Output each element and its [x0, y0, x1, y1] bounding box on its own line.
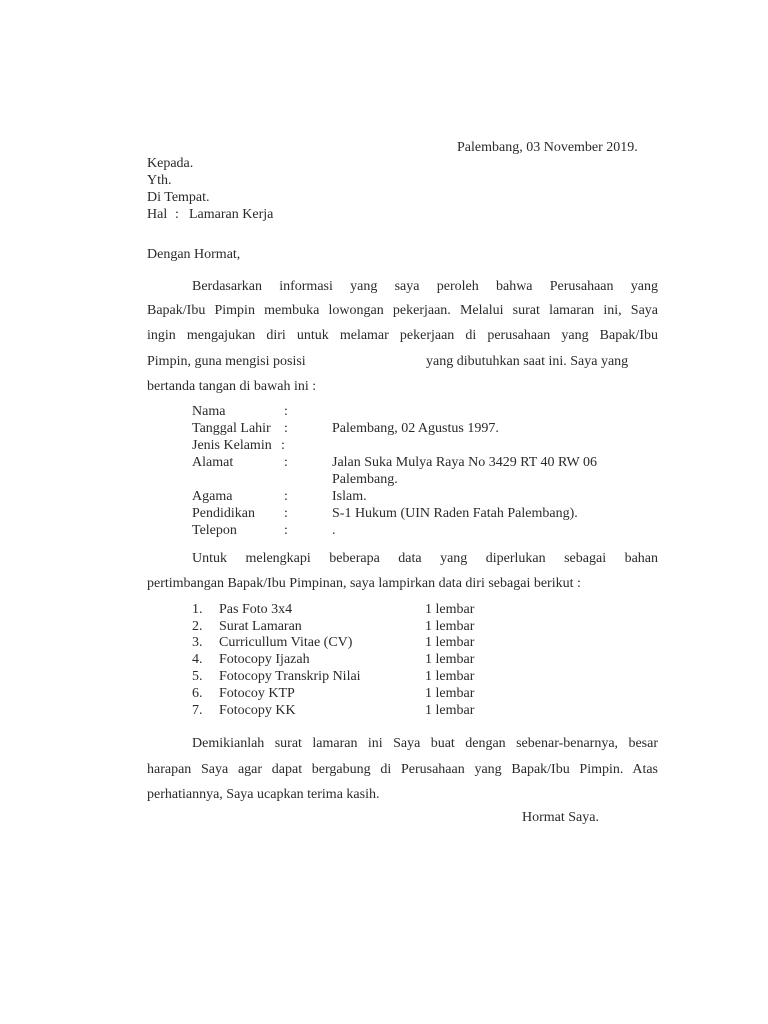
salutation: Dengan Hormat,	[147, 247, 241, 262]
attachment-item: Curricullum Vitae (CV)	[219, 635, 353, 650]
attachment-quantity: 1 lembar	[425, 703, 475, 718]
identity-label-gender: Jenis Kelamin	[192, 438, 272, 453]
recipient-line-1: Kepada.	[147, 156, 194, 171]
paragraph-3-line-3: perhatiannya, Saya ucapkan terima kasih.	[147, 787, 380, 802]
attachment-quantity: 1 lembar	[425, 686, 475, 701]
subject-label: Hal	[147, 207, 168, 222]
identity-label-phone: Telepon	[192, 523, 237, 538]
identity-colon: :	[284, 489, 288, 504]
paragraph-1-line-5: bertanda tangan di bawah ini :	[147, 379, 317, 394]
attachment-item: Pas Foto 3x4	[219, 602, 293, 617]
attachment-number: 2.	[192, 619, 203, 634]
identity-label-name: Nama	[192, 404, 226, 419]
identity-colon: :	[284, 455, 288, 470]
attachment-quantity: 1 lembar	[425, 652, 475, 667]
attachment-quantity: 1 lembar	[425, 602, 475, 617]
attachment-number: 3.	[192, 635, 203, 650]
identity-label-address: Alamat	[192, 455, 234, 470]
attachment-item: Fotocopy Ijazah	[219, 652, 310, 667]
identity-colon: :	[284, 421, 288, 436]
subject-colon: :	[175, 207, 179, 222]
identity-colon: :	[284, 404, 288, 419]
identity-colon: :	[281, 438, 285, 453]
paragraph-2-line-1: Untuk melengkapi beberapa data yang diperlukan sebagai bahan	[192, 551, 658, 566]
subject-value: Lamaran Kerja	[189, 207, 274, 222]
identity-value-birth: Palembang, 02 Agustus 1997.	[332, 421, 499, 436]
attachment-item: Fotocopy Transkrip Nilai	[219, 669, 361, 684]
identity-value-address-2: Palembang.	[332, 472, 398, 487]
identity-colon: :	[284, 523, 288, 538]
identity-value-education: S-1 Hukum (UIN Raden Fatah Palembang).	[332, 506, 578, 521]
attachment-quantity: 1 lembar	[425, 619, 475, 634]
attachment-number: 1.	[192, 602, 203, 617]
paragraph-1-line-2: Bapak/Ibu Pimpin membuka lowongan pekerjaan. Melalui surat lamaran ini, Saya	[147, 303, 658, 318]
recipient-line-2: Yth.	[147, 173, 172, 188]
identity-label-education: Pendidikan	[192, 506, 255, 521]
recipient-line-3: Di Tempat.	[147, 190, 210, 205]
closing: Hormat Saya.	[522, 810, 599, 825]
place-date: Palembang, 03 November 2019.	[457, 140, 638, 155]
paragraph-1-line-3: ingin mengajukan diri untuk melamar pekerjaan di perusahaan yang Bapak/Ibu	[147, 328, 658, 343]
attachment-quantity: 1 lembar	[425, 635, 475, 650]
paragraph-3-line-1: Demikianlah surat lamaran ini Saya buat dengan sebenar-benarnya, besar	[192, 736, 658, 751]
attachment-item: Surat Lamaran	[219, 619, 302, 634]
attachment-item: Fotocoy KTP	[219, 686, 295, 701]
identity-label-religion: Agama	[192, 489, 233, 504]
paragraph-1-line-4b: yang dibutuhkan saat ini. Saya yang	[426, 354, 629, 369]
attachment-number: 6.	[192, 686, 203, 701]
identity-value-address: Jalan Suka Mulya Raya No 3429 RT 40 RW 06	[332, 455, 598, 470]
identity-label-birth: Tanggal Lahir	[192, 421, 271, 436]
attachment-quantity: 1 lembar	[425, 669, 475, 684]
paragraph-3-line-2: harapan Saya agar dapat bergabung di Perusahaan yang Bapak/Ibu Pimpin. Atas	[147, 762, 658, 777]
attachment-number: 4.	[192, 652, 203, 667]
identity-value-phone: .	[332, 523, 336, 538]
paragraph-1-line-1: Berdasarkan informasi yang saya peroleh bahwa Perusahaan yang	[192, 279, 658, 294]
attachment-number: 5.	[192, 669, 203, 684]
identity-colon: :	[284, 506, 288, 521]
identity-value-religion: Islam.	[332, 489, 367, 504]
paragraph-1-line-4a: Pimpin, guna mengisi posisi	[147, 354, 306, 369]
attachment-item: Fotocopy KK	[219, 703, 296, 718]
paragraph-2-line-2: pertimbangan Bapak/Ibu Pimpinan, saya lampirkan data diri sebagai berikut :	[147, 576, 581, 591]
attachment-number: 7.	[192, 703, 203, 718]
